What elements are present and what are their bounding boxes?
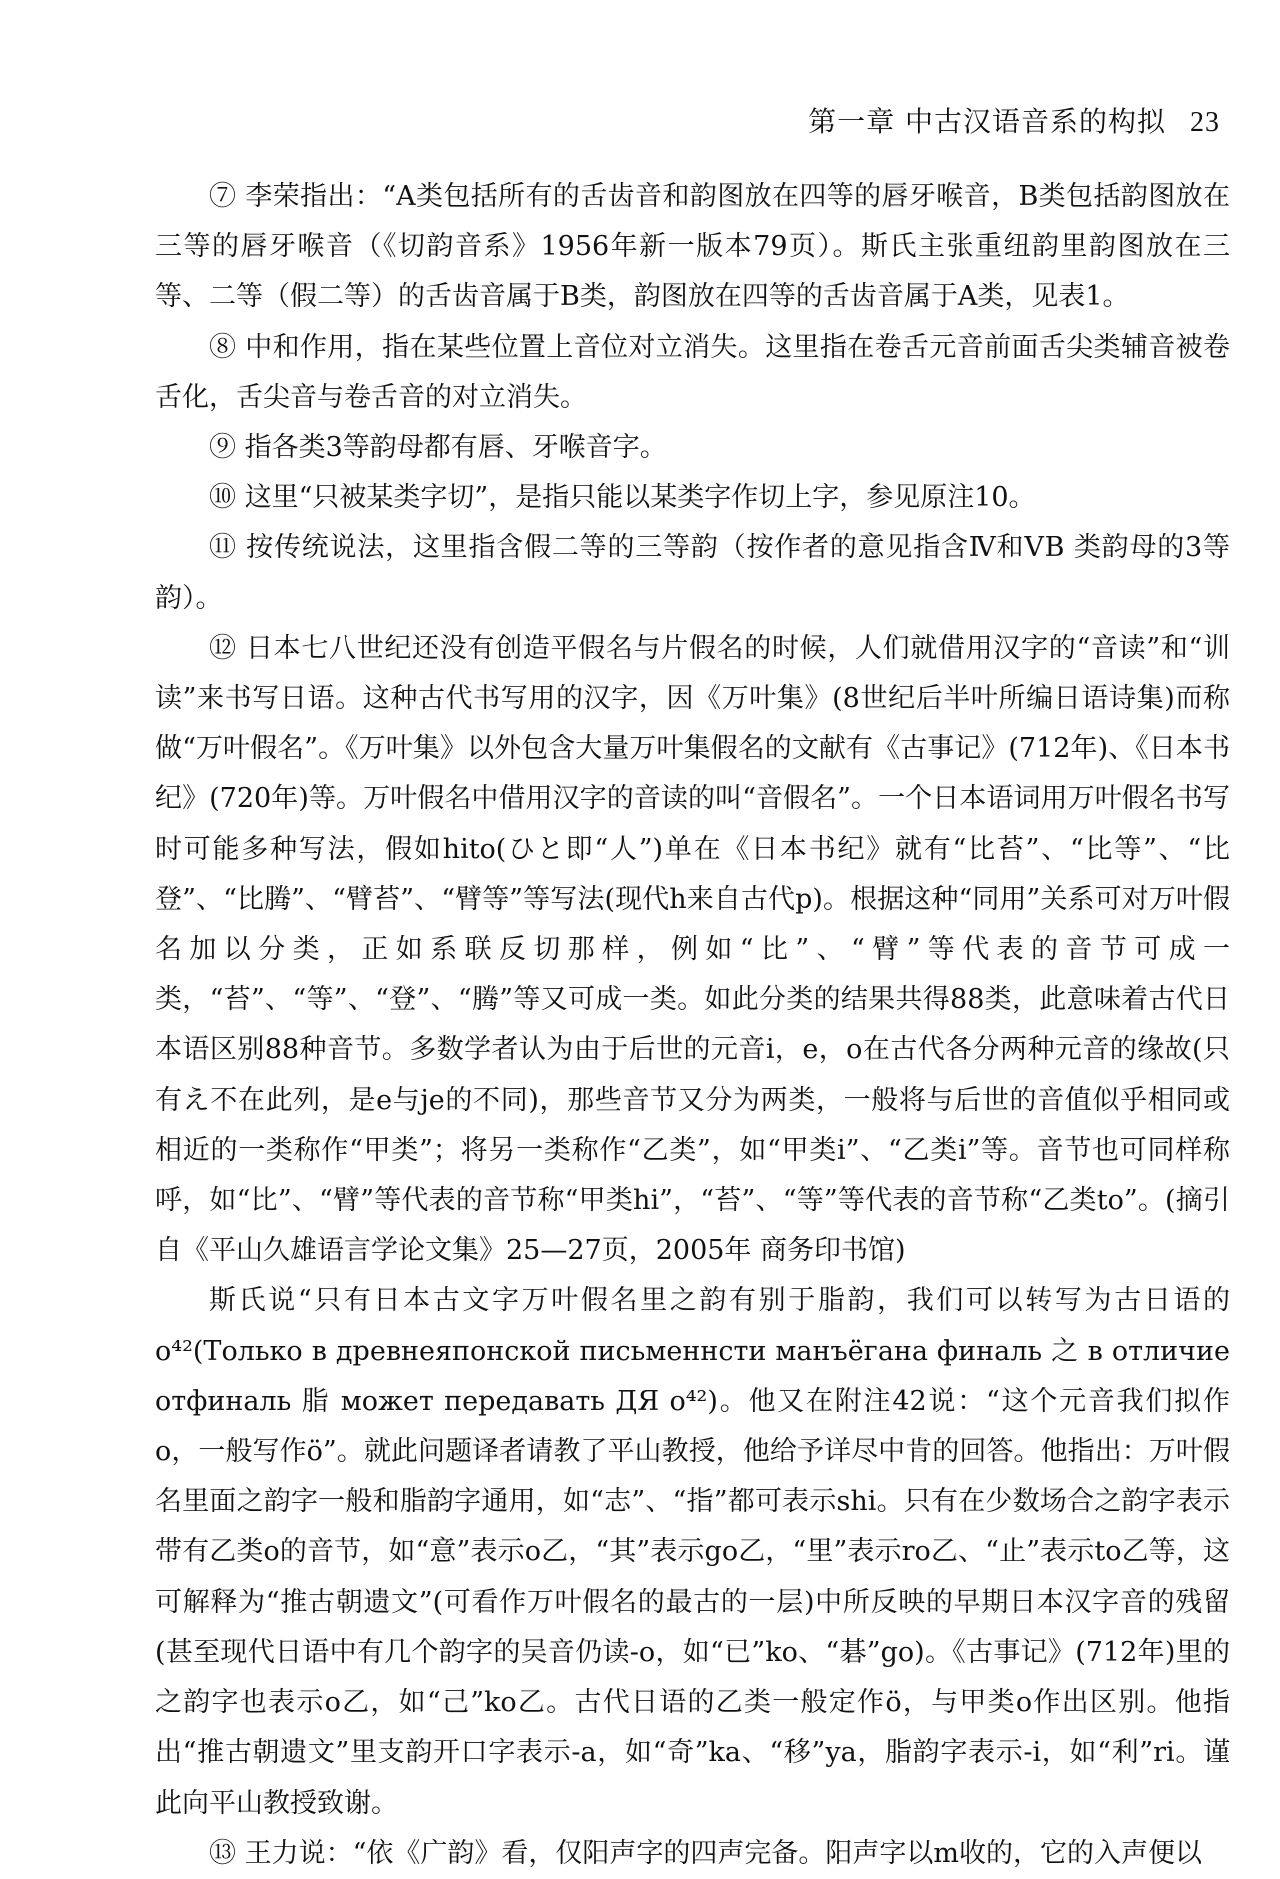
running-header: [808, 100, 1220, 140]
page-number: 23: [1190, 107, 1220, 138]
chapter-title: 第一章 中古汉语音系的构拟: [808, 105, 1166, 138]
note-8: ⑧ 中和作用，指在某些位置上音位对立消失。这里指在卷舌元音前面舌尖类辅音被卷舌化，舌尖音与卷舌音的对立消失。: [155, 331, 1230, 413]
page-body: [155, 172, 1230, 1879]
note-12-continuation: 斯氏说“只有日本古文字万叶假名里之韵有别于脂韵，我们可以转写为古日语的o⁴²(Только в древнеяпонской письменнсти манъёгана финаль 之 в отличие отфиналь 脂 может передавать ДЯ o⁴²)。他又在附注42说：“这个元音我们拟作o，一般写作ö”。就此问题译者请教了平山教授，他给予详尽中肯的回答。他指出：万叶假名里面之韵字一般和脂韵字通用，如“志”、“指”都可表示shi。只有在少数场合之韵字表示带有乙类o的音节，如“意”表示o乙，“其”表示go乙，“里”表示ro乙、“止”表示to乙等，这可解释为“推古朝遗文”(可看作万叶假名的最古的一层)中所反映的早期日本汉字音的残留(甚至现代日语中有几个韵字的吴音仍读-o，如“已”ko、“碁”go)。《古事记》(712年)里的之韵字也表示o乙，如“己”ko乙。古代日语的乙类一般定作ö，与甲类o作出区别。他指出“推古朝遗文”里支韵开口字表示-a，如“奇”ka、“移”ya，脂韵字表示-i，如“利”ri。谨此向平山教授致谢。: [155, 1285, 1230, 1819]
note-10: ⑩ 这里“只被某类字切”，是指只能以某类字作切上字，参见原注10。: [209, 482, 1036, 514]
note-11: ⑪ 按传统说法，这里指含假二等的三等韵（按作者的意见指含Ⅳ和ⅤB 类韵母的3等韵）。: [155, 532, 1230, 614]
note-13: ⑬ 王力说：“依《广韵》看，仅阳声字的四声完备。阳声字以m收的，它的入声便以: [209, 1837, 1202, 1869]
note-9: ⑨ 指各类3等韵母都有唇、牙喉音字。: [209, 432, 667, 464]
note-12: ⑫ 日本七八世纪还没有创造平假名与片假名的时候，人们就借用汉字的“音读”和“训读”来书写日语。这种古代书写用的汉字，因《万叶集》(8世纪后半叶所编日语诗集)而称做“万叶假名”。《万叶集》以外包含大量万叶集假名的文献有《古事记》(712年)、《日本书纪》(720年)等。万叶假名中借用汉字的音读的叫“音假名”。一个日本语词用万叶假名书写时可能多种写法，假如hito(ひと即“人”)单在《日本书纪》就有“比苔”、“比等”、“比登”、“比腾”、“臂苔”、“臂等”等写法(现代h来自古代p)。根据这种“同用”关系可对万叶假名加以分类，正如系联反切那样，例如“比”、“臂”等代表的音节可成一类，“苔”、“等”、“登”、“腾”等又可成一类。如此分类的结果共得88类，此意味着古代日本语区别88种音节。多数学者认为由于后世的元音i，e，o在古代各分两种元音的缘故(只有え不在此列，是e与je的不同)，那些音节又分为两类，一般将与后世的音值似乎相同或相近的一类称作“甲类”；将另一类称作“乙类”，如“甲类i”、“乙类i”等。音节也可同样称呼，如“比”、“臂”等代表的音节称“甲类hi”，“苔”、“等”等代表的音节称“乙类to”。(摘引自《平山久雄语言学论文集》25—27页，2005年 商务印书馆): [155, 632, 1230, 1267]
note-7: ⑦ 李荣指出：“A类包括所有的舌齿音和韵图放在四等的唇牙喉音，B类包括韵图放在三等的唇牙喉音（《切韵音系》1956年新一版本79页）。斯氏主张重纽韵里韵图放在三等、二等（假二等）的舌齿音属于B类，韵图放在四等的舌齿音属于A类，见表1。: [155, 181, 1230, 313]
